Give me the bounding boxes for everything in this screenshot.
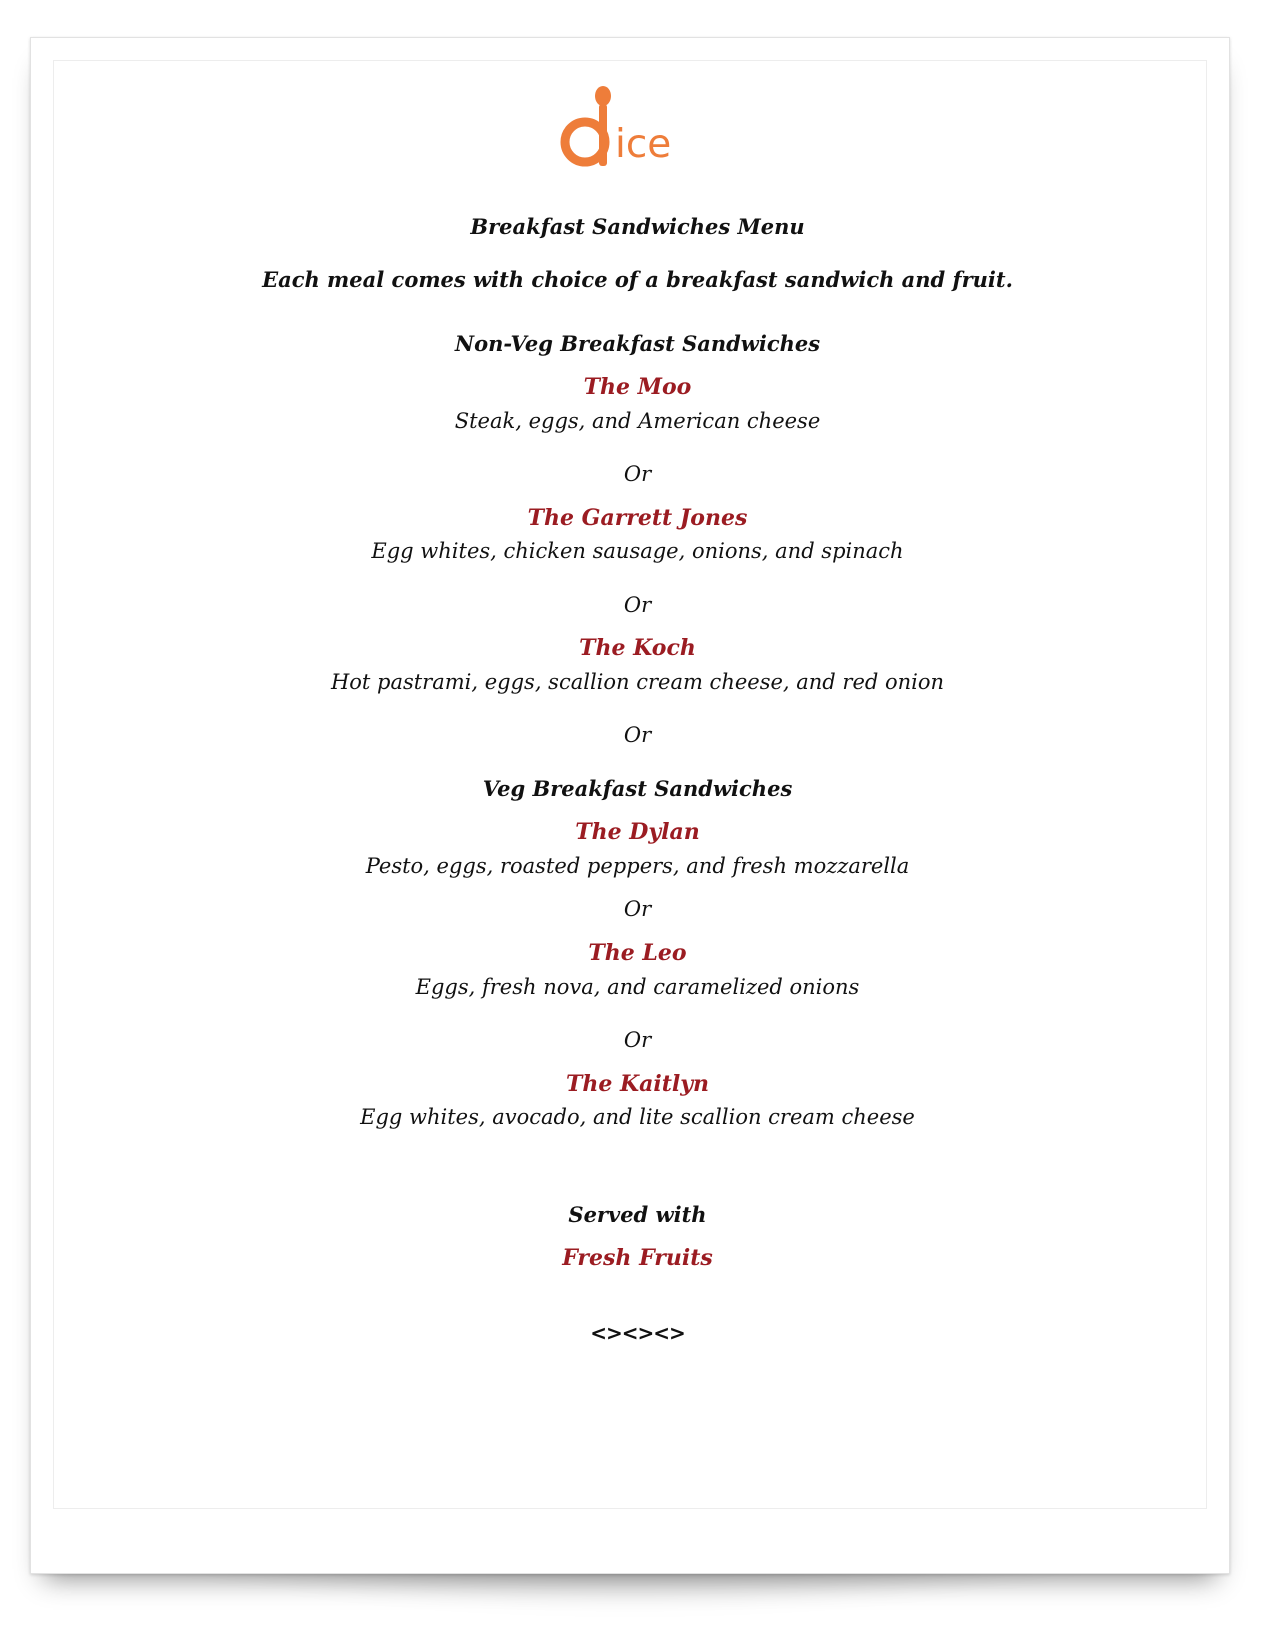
divider-ornament: <><><> xyxy=(590,1321,685,1345)
item-desc-dylan: Pesto, eggs, roasted peppers, and fresh mozzarella xyxy=(365,854,910,878)
item-name-koch: The Koch xyxy=(579,635,696,661)
or-separator: Or xyxy=(623,1028,652,1052)
menu-intro: Each meal comes with choice of a breakfast sandwich and fruit. xyxy=(262,267,1013,292)
item-name-moo: The Moo xyxy=(583,374,692,400)
item-desc-kaitlyn: Egg whites, avocado, and lite scallion cream cheese xyxy=(360,1105,915,1129)
or-separator: Or xyxy=(623,462,652,486)
or-separator: Or xyxy=(623,593,652,617)
non-veg-heading: Non-Veg Breakfast Sandwiches xyxy=(454,331,821,356)
veg-heading: Veg Breakfast Sandwiches xyxy=(482,776,793,801)
dice-logo xyxy=(555,84,755,174)
item-name-garrett-jones: The Garrett Jones xyxy=(527,505,748,531)
item-desc-leo: Eggs, fresh nova, and caramelized onions xyxy=(415,975,860,999)
served-with-item: Fresh Fruits xyxy=(562,1245,713,1271)
item-desc-koch: Hot pastrami, eggs, scallion cream cheese, and red onion xyxy=(330,670,945,694)
or-separator: Or xyxy=(623,723,652,747)
item-name-dylan: The Dylan xyxy=(575,819,700,845)
item-name-kaitlyn: The Kaitlyn xyxy=(565,1071,710,1097)
spoon-d-logo-icon xyxy=(555,84,755,174)
served-with-label: Served with xyxy=(568,1202,707,1227)
item-desc-garrett-jones: Egg whites, chicken sausage, onions, and spinach xyxy=(371,539,904,563)
menu-title: Breakfast Sandwiches Menu xyxy=(470,214,805,239)
item-name-leo: The Leo xyxy=(588,940,687,966)
item-desc-moo: Steak, eggs, and American cheese xyxy=(454,409,821,433)
or-separator: Or xyxy=(623,897,652,921)
logo-text: ice xyxy=(615,122,672,167)
